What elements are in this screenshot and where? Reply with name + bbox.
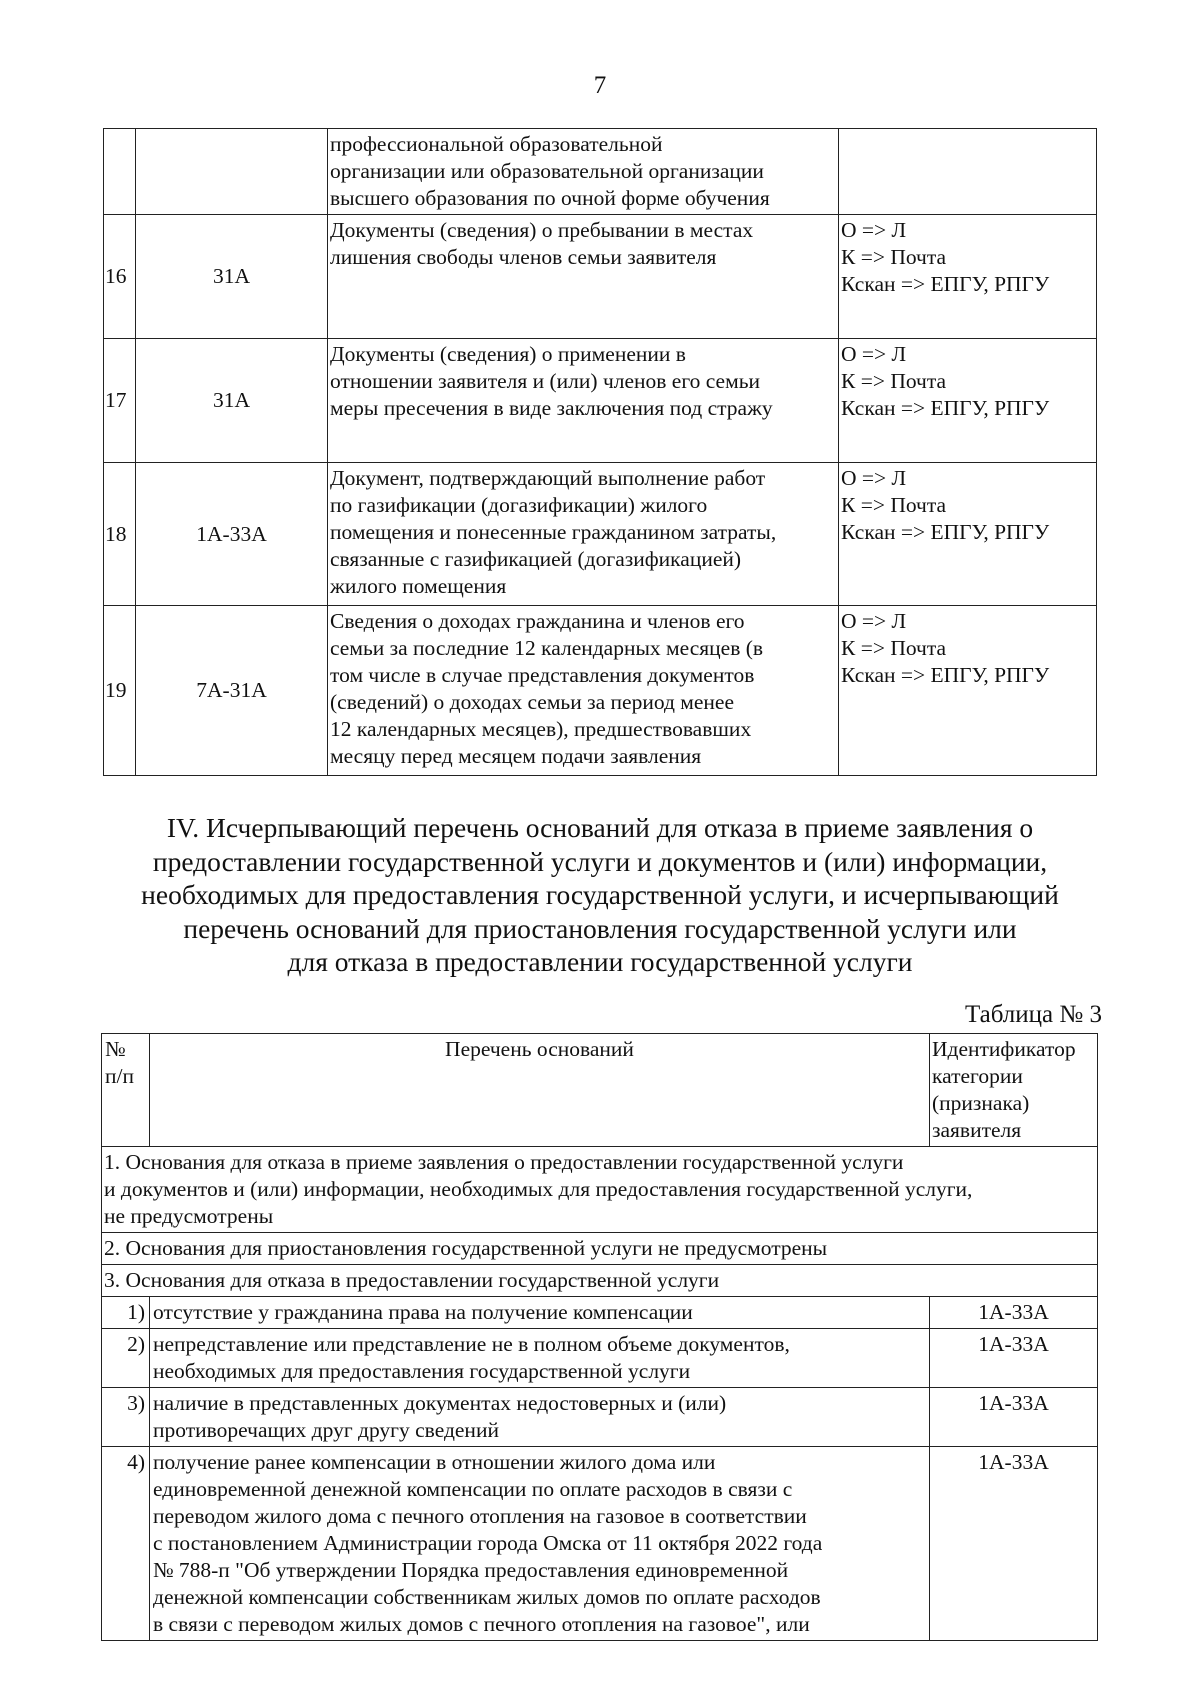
section-row-cell: 1. Основания для отказа в приеме заявления о предоставлении государственной услуги и документов и (или) информации, необходимых для предоставления государственной услуги, не предусмотрены (102, 1147, 1098, 1233)
page-number: 7 (593, 72, 607, 99)
table-row (102, 1388, 1098, 1447)
section-row (102, 1233, 1098, 1265)
category-code-cell: 1А-33А (136, 463, 328, 606)
document-cell: Документы (сведения) о применении в отношении заявителя и (или) членов его семьи меры пресечения в виде заключения под стражу (328, 339, 839, 463)
submission-method-cell: О => Л К => Почта Кскан => ЕПГУ, РПГУ (839, 606, 1097, 776)
submission-method-cell (839, 129, 1097, 215)
section-row-cell: 3. Основания для отказа в предоставлении государственной услуги (102, 1265, 1098, 1297)
category-id-cell: 1А-33А (930, 1447, 1098, 1641)
row-number-cell: 19 (104, 606, 136, 776)
section-row (102, 1265, 1098, 1297)
category-code-cell: 31А (136, 339, 328, 463)
table-row (104, 606, 1097, 776)
table-row (104, 339, 1097, 463)
row-number-cell: 18 (104, 463, 136, 606)
document-cell: профессиональной образовательной организации или образовательной организации высшего образования по очной форме обучения (328, 129, 839, 215)
ground-text-cell: отсутствие у гражданина права на получение компенсации (150, 1297, 930, 1329)
category-code-cell: 7А-31А (136, 606, 328, 776)
document-cell: Сведения о доходах гражданина и членов его семьи за последние 12 календарных месяцев (в том числе в случае представления документов (сведений) о доходах семьи за период менее 12 календарных месяцев), предшествовавших месяцу перед месяцем подачи заявления (328, 606, 839, 776)
header-list-cell: Перечень оснований (150, 1034, 930, 1147)
row-number-cell: 2) (102, 1329, 150, 1388)
row-number-cell: 17 (104, 339, 136, 463)
documents-table (103, 128, 1097, 776)
category-id-cell: 1А-33А (930, 1329, 1098, 1388)
table-row (102, 1447, 1098, 1641)
header-number-cell: № п/п (102, 1034, 150, 1147)
section-row (102, 1147, 1098, 1233)
ground-text-cell: получение ранее компенсации в отношении жилого дома или единовременной денежной компенсации по оплате расходов в связи с переводом жилого дома с печного отопления на газовое в соответствии с постановлением Администрации города Омска от 11 октября 2022 года № 788-п "Об утверждении Порядка предоставления единовременной денежной компенсации собственникам жилых домов по оплате расходов в связи с переводом жилых домов с печного отопления на газовое", или (150, 1447, 930, 1641)
row-number-cell: 4) (102, 1447, 150, 1641)
row-number-cell: 3) (102, 1388, 150, 1447)
ground-text-cell: наличие в представленных документах недостоверных и (или) противоречащих друг другу сведений (150, 1388, 930, 1447)
submission-method-cell: О => Л К => Почта Кскан => ЕПГУ, РПГУ (839, 215, 1097, 339)
document-cell: Документ, подтверждающий выполнение работ по газификации (догазификации) жилого помещения и понесенные гражданином затраты, связанные с газификацией (догазификацией) жилого помещения (328, 463, 839, 606)
category-code-cell: 31А (136, 215, 328, 339)
table-row (102, 1297, 1098, 1329)
category-id-cell: 1А-33А (930, 1388, 1098, 1447)
row-number-cell (104, 129, 136, 215)
grounds-table (101, 1033, 1098, 1641)
table-row (104, 129, 1097, 215)
ground-text-cell: непредставление или представление не в полном объеме документов, необходимых для предоставления государственной услуги (150, 1329, 930, 1388)
section-row-cell: 2. Основания для приостановления государственной услуги не предусмотрены (102, 1233, 1098, 1265)
row-number-cell: 16 (104, 215, 136, 339)
section-heading: IV. Исчерпывающий перечень оснований для отказа в приеме заявления о предоставлении государственной услуги и документов и (или) информации, необходимых для предоставления государственной услуги, и исчерпывающий перечень оснований для приостановления государственной услуги или для отказа в предоставлении государственной услуги (141, 812, 1059, 977)
table-label: Таблица № 3 (964, 1001, 1102, 1028)
category-id-cell: 1А-33А (930, 1297, 1098, 1329)
table-row (102, 1329, 1098, 1388)
document-cell: Документы (сведения) о пребывании в местах лишения свободы членов семьи заявителя (328, 215, 839, 339)
table-row (104, 215, 1097, 339)
table-header-row (102, 1034, 1098, 1147)
row-number-cell: 1) (102, 1297, 150, 1329)
submission-method-cell: О => Л К => Почта Кскан => ЕПГУ, РПГУ (839, 339, 1097, 463)
category-code-cell (136, 129, 328, 215)
table-row (104, 463, 1097, 606)
header-id-cell: Идентификатор категории (признака) заявителя (930, 1034, 1098, 1147)
submission-method-cell: О => Л К => Почта Кскан => ЕПГУ, РПГУ (839, 463, 1097, 606)
